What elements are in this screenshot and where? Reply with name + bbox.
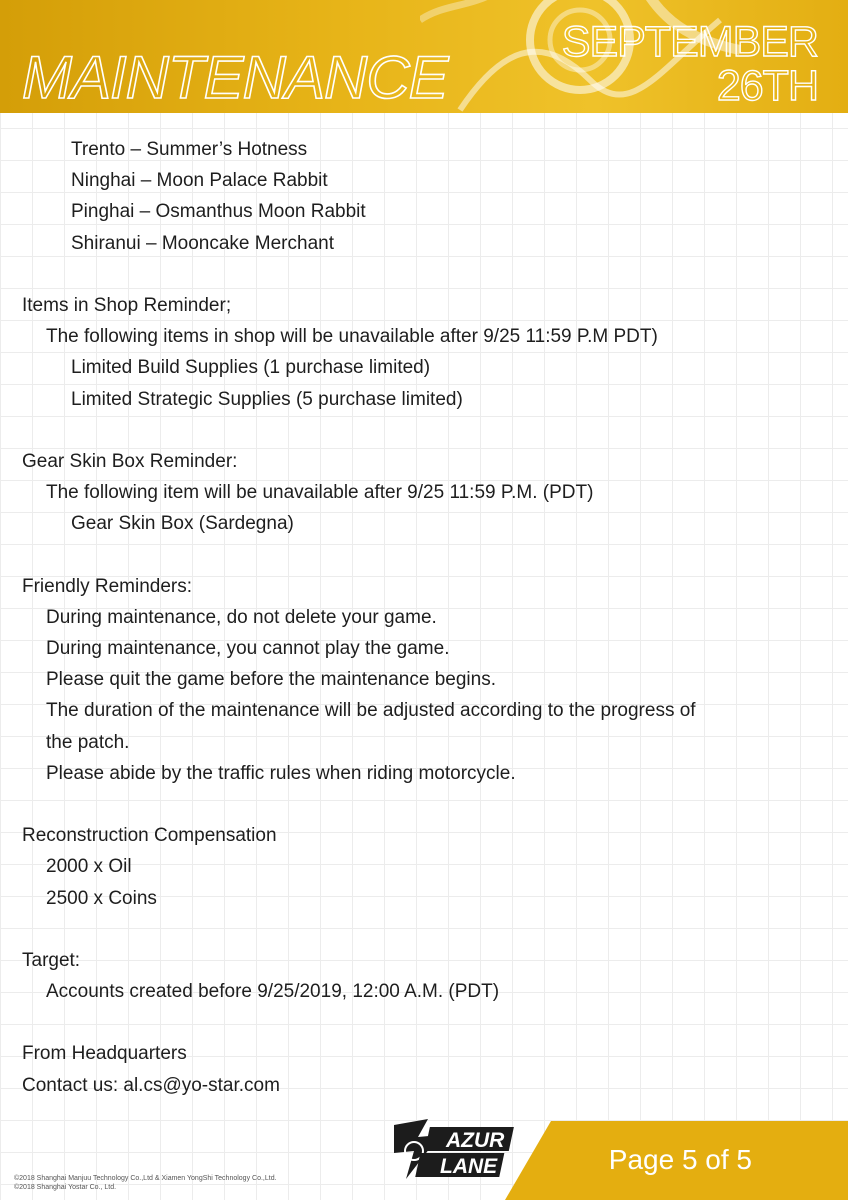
- gear-reminder-note: The following item will be unavailable after 9/25 11:59 P.M. (PDT): [46, 482, 594, 504]
- gear-reminder-heading: Gear Skin Box Reminder:: [22, 450, 238, 472]
- date-month: SEPTEMBER: [561, 18, 818, 66]
- friendly-reminders-heading: Friendly Reminders:: [22, 575, 192, 597]
- shop-item: Limited Build Supplies (1 purchase limited): [71, 357, 431, 379]
- shop-reminder-note: The following items in shop will be unavailable after 9/25 11:59 P.M PDT): [46, 326, 658, 348]
- shop-reminder-heading: Items in Shop Reminder;: [22, 294, 232, 316]
- reminder-item: During maintenance, you cannot play the game.: [46, 638, 450, 659]
- logo-text-azur: AZUR: [446, 1129, 505, 1152]
- target-heading: Target:: [22, 949, 81, 971]
- skin-item: Ninghai – Moon Palace Rabbit: [71, 170, 328, 192]
- reminder-item: Please abide by the traffic rules when riding motorcycle.: [46, 762, 516, 784]
- page-number: Page 5 of 5: [608, 1144, 752, 1175]
- header-banner: [0, 0, 848, 113]
- notice-body: [0, 134, 848, 1101]
- compensation-item: 2500 x Coins: [46, 887, 157, 909]
- reminder-item: During maintenance, do not delete your game.: [46, 606, 437, 628]
- skin-item: Pinghai – Osmanthus Moon Rabbit: [71, 201, 366, 223]
- copyright-line: ©2018 Shanghai Yostar Co., Ltd.: [14, 1184, 117, 1191]
- skin-item: Trento – Summer’s Hotness: [71, 139, 308, 160]
- contact-line: Contact us: al.cs@yo-star.com: [22, 1074, 280, 1096]
- reminder-item: Please quit the game before the maintenance begins.: [46, 669, 496, 691]
- copyright: [14, 1174, 277, 1192]
- logo-text-lane: LANE: [440, 1155, 498, 1178]
- copyright-line: ©2018 Shanghai Manjuu Technology Co.,Ltd & Xiamen YongShi Technology Co.,Ltd.: [14, 1175, 277, 1182]
- target-text: Accounts created before 9/25/2019, 12:00 A.M. (PDT): [46, 981, 500, 1003]
- from-headquarters: From Headquarters: [22, 1043, 187, 1065]
- shop-item: Limited Strategic Supplies (5 purchase limited): [71, 388, 463, 410]
- page-title: MAINTENANCE: [22, 44, 448, 111]
- reminder-item: the patch.: [46, 731, 130, 753]
- compensation-heading: Reconstruction Compensation: [22, 825, 277, 847]
- gear-item: Gear Skin Box (Sardegna): [71, 513, 294, 535]
- compensation-item: 2000 x Oil: [46, 856, 132, 878]
- date-label: [562, 20, 818, 108]
- skin-item: Shiranui – Mooncake Merchant: [71, 232, 334, 254]
- reminder-item: The duration of the maintenance will be adjusted according to the progress of: [46, 700, 696, 722]
- date-day: 26TH: [716, 62, 818, 110]
- azur-lane-logo: [388, 1117, 520, 1185]
